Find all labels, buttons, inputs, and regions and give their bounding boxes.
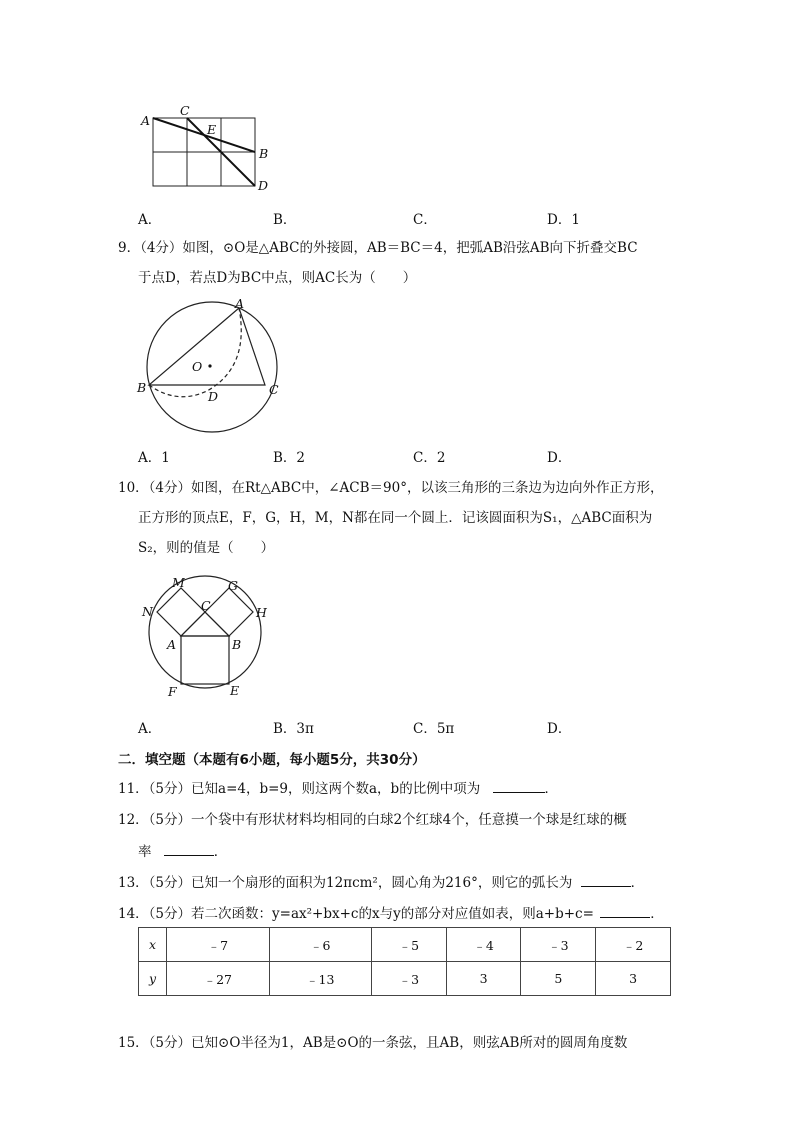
table-cell: ﹣5 [371, 928, 446, 962]
q13-answer-blank[interactable] [581, 872, 631, 887]
q13 [118, 872, 644, 893]
q10-line3: S₂，则的值是（ ） [138, 540, 275, 556]
label-B: B [232, 637, 242, 652]
q10-option-b[interactable]: B．3π [273, 721, 314, 737]
q9-option-a[interactable]: A．1 [138, 450, 170, 466]
q9-option-b[interactable]: B．2 [273, 450, 306, 466]
q10-circle-figure [135, 570, 275, 702]
label-B: B [259, 146, 269, 161]
label-H: H [256, 605, 267, 620]
q8-option-a[interactable]: A． [138, 212, 162, 228]
q8-option-c[interactable]: C． [413, 212, 437, 228]
label-D: D [208, 389, 219, 404]
table-cell: ﹣7 [167, 928, 269, 962]
q10-line2: 正方形的顶点E，F，G，H，M，N都在同一个圆上．记该圆面积为S₁，△ABC面积为 [138, 510, 653, 526]
table-cell: 3 [446, 962, 521, 996]
q14-end: ． [650, 906, 664, 922]
q9-option-d[interactable]: D． [547, 450, 572, 466]
label-C: C [180, 103, 190, 118]
q9-line2: 于点D，若点D为BC中点，则AC长为（ ） [138, 270, 417, 286]
q8-option-d[interactable]: D．1 [547, 212, 580, 228]
q8-grid-figure [138, 100, 278, 195]
label-C: C [201, 598, 211, 613]
q9-line1: 9．（4分）如图，⊙O是△ABC的外接圆，AB＝BC＝4，把弧AB沿弦AB向下折叠交BC [118, 240, 638, 256]
table-cell: ﹣4 [446, 928, 521, 962]
q10-option-a[interactable]: A． [138, 721, 162, 737]
q12-line1: 12．（5分）一个袋中有形状材料均相同的白球2个红球4个，任意摸一个球是红球的概 [118, 812, 627, 828]
q11-text: 11．（5分）已知a=4，b=9，则这两个数a，b的比例中项为 [118, 781, 481, 797]
q13-end: ． [630, 875, 645, 891]
q15-line1: 15．（5分）已知⊙O半径为1，AB是⊙O的一条弦，且AB，则弦AB所对的圆周角度数 [118, 1035, 628, 1051]
label-E: E [207, 122, 217, 137]
q10-line1: 10．（4分）如图，在Rt△ABC中，∠ACB＝90°，以该三角形的三条边为边向外作正方形， [118, 480, 664, 496]
label-D: D [258, 178, 269, 193]
table-header-y: y [139, 962, 167, 996]
table-cell: ﹣3 [521, 928, 596, 962]
table-row [139, 962, 671, 996]
q14-answer-blank[interactable] [600, 903, 650, 918]
q9-circle-figure [132, 295, 287, 435]
label-A: A [167, 637, 177, 652]
q14 [118, 903, 664, 924]
q9-option-c[interactable]: C．2 [413, 450, 446, 466]
q12-end: ． [213, 844, 228, 860]
q11 [118, 778, 558, 799]
table-header-x: x [139, 928, 167, 962]
table-cell: 5 [521, 962, 596, 996]
label-E: E [230, 683, 240, 698]
label-F: F [168, 684, 177, 699]
table-cell: ﹣13 [269, 962, 371, 996]
q12-line2-text: 率 [138, 844, 152, 860]
section-2-heading: 二．填空题（本题有6小题，每小题5分，共30分） [118, 752, 426, 768]
q13-text: 13．（5分）已知一个扇形的面积为12πcm²，圆心角为216°，则它的弧长为 [118, 875, 573, 891]
label-O: O [192, 359, 203, 374]
label-B: B [137, 380, 147, 395]
table-cell: 3 [596, 962, 671, 996]
q10-option-c[interactable]: C．5π [413, 721, 455, 737]
label-G: G [228, 578, 238, 593]
label-M: M [172, 575, 185, 590]
table-cell: ﹣3 [371, 962, 446, 996]
q11-answer-blank[interactable] [493, 778, 545, 793]
q12-line2 [138, 841, 227, 862]
q14-text: 14．（5分）若二次函数：y=ax²+bx+c的x与y的部分对应值如表，则a+b+c= [118, 906, 594, 922]
table-cell: ﹣27 [167, 962, 269, 996]
table-cell: ﹣6 [269, 928, 371, 962]
q8-option-b[interactable]: B． [273, 212, 297, 228]
table-cell: ﹣2 [596, 928, 671, 962]
label-A: A [141, 113, 151, 128]
label-C: C [269, 382, 279, 397]
q11-end: ． [544, 781, 558, 797]
q14-value-table [138, 927, 671, 996]
label-N: N [142, 604, 153, 619]
table-row [139, 928, 671, 962]
label-A: A [235, 296, 245, 311]
q12-answer-blank[interactable] [164, 841, 214, 856]
q10-option-d[interactable]: D． [547, 721, 572, 737]
